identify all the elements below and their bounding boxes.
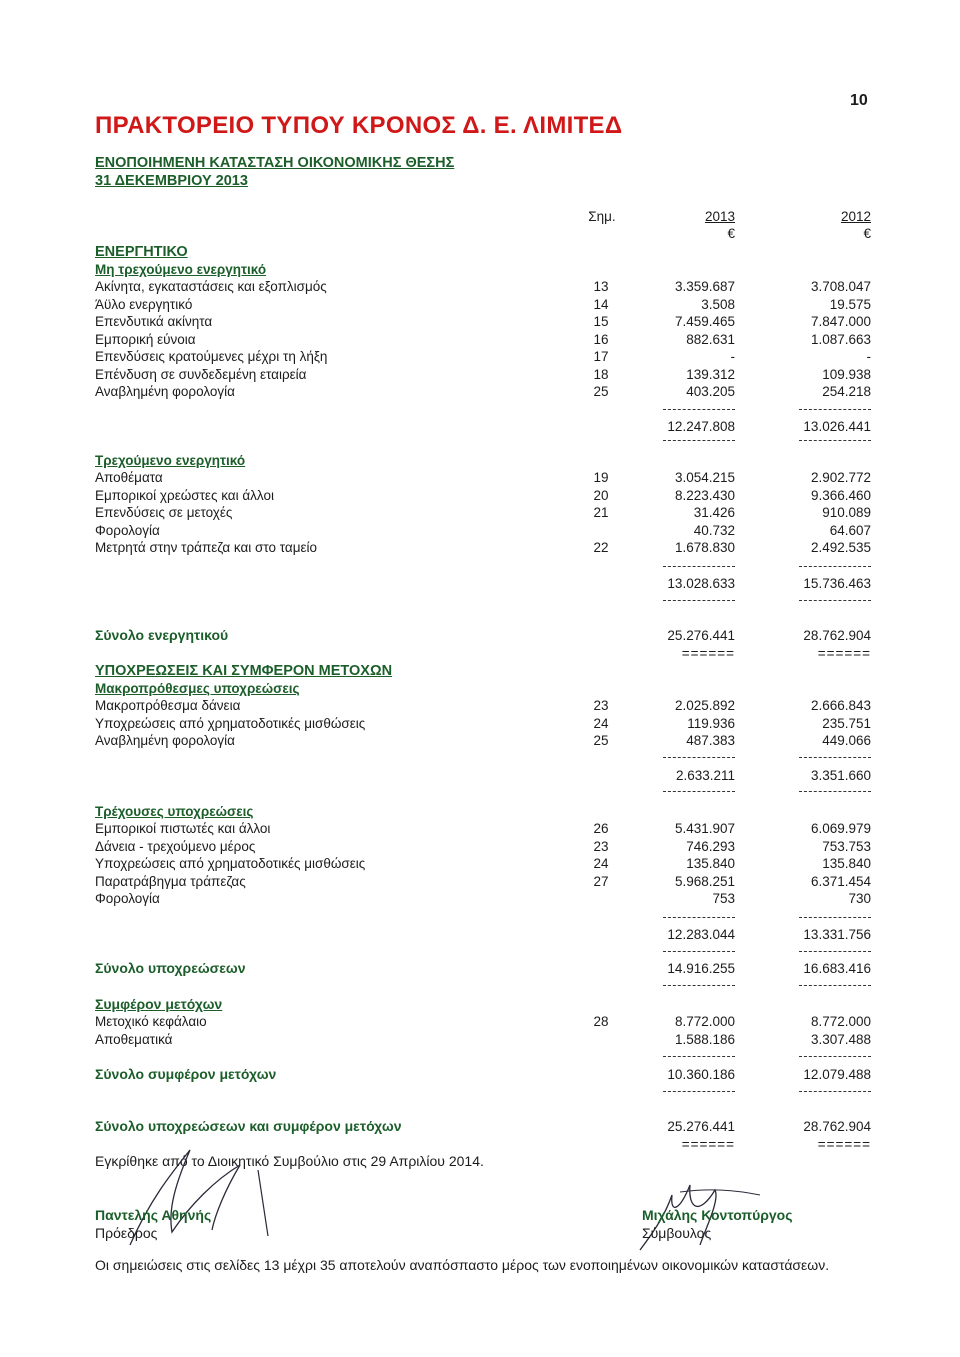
subtotal-rule: [663, 951, 735, 952]
current-assets-total-row: [0, 575, 960, 592]
row-label: Αποθεματικά: [95, 1031, 173, 1047]
row-note: 17: [593, 349, 609, 364]
current-liabilities-heading: Τρέχουσες υποχρεώσεις: [95, 804, 254, 819]
row-value-2013: 3.359.687: [674, 279, 735, 294]
subtotal-rule: [799, 1056, 871, 1057]
liabilities-heading: ΥΠΟΧΡΕΩΣΕΙΣ ΚΑΙ ΣΥΜΦΕΡΟΝ ΜΕΤΟΧΩΝ: [95, 663, 393, 679]
current-liabilities-total-2013: 12.283.044: [667, 927, 735, 942]
signatory-right-role: Σύμβουλος: [642, 1225, 712, 1241]
longterm-liabilities-heading: Μακροπρόθεσμες υποχρεώσεις: [95, 681, 300, 696]
row-label: Υποχρεώσεις από χρηματοδοτικές μισθώσεις: [95, 715, 366, 731]
page-number: 10: [850, 92, 868, 109]
row-value-2013: 753: [712, 891, 735, 906]
table-row: [0, 296, 960, 313]
row-note: 14: [593, 296, 609, 312]
row-value-2012: 109.938: [822, 366, 871, 382]
longterm-liabilities-total-2013: 2.633.211: [675, 768, 735, 783]
row-value-2013: 8.772.000: [674, 1014, 735, 1029]
row-note: 22: [593, 540, 609, 555]
row-value-2012: 64.607: [829, 522, 871, 538]
grand-total-row: [0, 1118, 960, 1135]
subtotal-rule: [663, 440, 735, 441]
subtotal-rule: [663, 791, 735, 792]
subtotal-rule: [799, 985, 871, 986]
row-note: 23: [593, 838, 609, 854]
row-note: 28: [593, 1014, 609, 1029]
table-row: [0, 820, 960, 837]
current-liabilities-total-2012: 13.331.756: [803, 927, 871, 942]
table-row: [0, 383, 960, 400]
signatory-left-role: Πρόεδρος: [95, 1225, 158, 1241]
row-label: Άϋλο ενεργητικό: [95, 296, 193, 312]
row-label: Μακροπρόθεσμα δάνεια: [95, 698, 241, 713]
row-label: Επενδυτικά ακίνητα: [95, 314, 213, 329]
currency-2012: €: [863, 226, 871, 241]
table-row: [0, 331, 960, 348]
row-value-2013: 3.054.215: [674, 470, 735, 485]
row-value-2013: 1.678.830: [674, 540, 735, 555]
subtotal-rule: [799, 791, 871, 792]
total-assets-2013: 25.276.441: [667, 628, 735, 643]
row-label: Εμπορικοί χρεώστες και άλλοι: [95, 487, 274, 503]
row-value-2012: 6.371.454: [810, 873, 871, 889]
grand-total-2013: 25.276.441: [667, 1119, 735, 1134]
subtotal-rule: [799, 566, 871, 567]
current-assets-heading-row: [0, 452, 960, 469]
row-value-2013: 135.840: [686, 856, 735, 871]
subtotal-rule: [799, 1091, 871, 1092]
subtotal-rule: [663, 985, 735, 986]
longterm-liabilities-total-2012: 3.351.660: [810, 768, 871, 783]
row-value-2012: 7.847.000: [810, 314, 871, 329]
total-liabilities-row: [0, 960, 960, 977]
row-value-2013: 139.312: [686, 366, 735, 382]
table-row: [0, 697, 960, 714]
row-value-2012: 753.753: [822, 838, 871, 854]
subtotal-rule: [799, 440, 871, 441]
current-liabilities-heading-row: [0, 803, 960, 820]
row-label: Φορολογία: [95, 522, 160, 538]
total-assets-2012: 28.762.904: [803, 628, 871, 643]
row-value-2013: 5.968.251: [674, 873, 735, 889]
row-value-2012: 235.751: [822, 715, 871, 731]
row-value-2012: 2.666.843: [810, 698, 871, 713]
subtotal-rule: [663, 566, 735, 567]
row-value-2013: 31.426: [693, 505, 735, 520]
total-liabilities-label: Σύνολο υποχρεώσεων: [95, 960, 246, 976]
assets-heading-row: [0, 244, 960, 261]
row-value-2013: -: [730, 349, 735, 364]
row-label: Φορολογία: [95, 891, 160, 906]
assets-heading: ΕΝΕΡΓΗΤΙΚΟ: [95, 244, 188, 260]
total-equity-2012: 12.079.488: [803, 1067, 871, 1082]
note-column-header: Σημ.: [588, 209, 616, 224]
double-rule-row: [0, 1136, 960, 1153]
liabilities-heading-row: [0, 663, 960, 680]
row-value-2012: 2.902.772: [810, 470, 871, 485]
row-note: 20: [593, 487, 609, 503]
row-label: Επενδύσεις σε μετοχές: [95, 505, 233, 520]
current-liabilities-total-row: [0, 926, 960, 943]
year-2012-header: 2012: [840, 209, 871, 224]
row-label: Επένδυση σε συνδεδεμένη εταιρεία: [95, 366, 307, 382]
double-rule-2013: ======: [681, 1137, 735, 1152]
row-value-2012: 8.772.000: [810, 1014, 871, 1029]
row-note: 26: [593, 821, 609, 836]
double-rule-2012: ======: [817, 646, 871, 661]
longterm-liabilities-heading-row: [0, 680, 960, 697]
table-row: [0, 1013, 960, 1030]
table-row: [0, 890, 960, 907]
total-assets-label: Σύνολο ενεργητικού: [95, 627, 229, 643]
row-note: 24: [593, 856, 609, 871]
row-value-2013: 8.223.430: [674, 487, 735, 503]
table-row: [0, 855, 960, 872]
noncurrent-assets-heading: Μη τρεχούμενο ενεργητικό: [95, 262, 267, 277]
row-value-2013: 2.025.892: [674, 698, 735, 713]
statement-title: ΕΝΟΠΟΙΗΜΕΝΗ ΚΑΤΑΣΤΑΣΗ ΟΙΚΟΝΟΜΙΚΗΣ ΘΕΣΗΣ: [95, 155, 455, 171]
row-note: 23: [593, 698, 609, 713]
total-equity-2013: 10.360.186: [667, 1067, 735, 1082]
row-note: 16: [593, 331, 609, 347]
table-row: [0, 504, 960, 521]
row-value-2013: 119.936: [687, 715, 735, 731]
row-value-2013: 7.459.465: [674, 314, 735, 329]
row-label: Μετοχικό κεφάλαιο: [95, 1014, 207, 1029]
row-label: Μετρητά στην τράπεζα και στο ταμείο: [95, 540, 318, 555]
table-row: [0, 313, 960, 330]
total-equity-label: Σύνολο συμφέρον μετόχων: [95, 1066, 277, 1082]
footer-note: Οι σημειώσεις στις σελίδες 13 μέχρι 35 αποτελούν αναπόσπαστο μέρος των ενοποιημένων οικονομικών καταστάσεων.: [95, 1257, 830, 1273]
grand-total-2012: 28.762.904: [803, 1119, 871, 1134]
row-label: Αναβλημένη φορολογία: [95, 733, 235, 748]
total-liabilities-2013: 14.916.255: [667, 961, 735, 976]
currency-2013: €: [727, 226, 735, 241]
current-assets-total-2012: 15.736.463: [803, 576, 871, 591]
row-value-2012: 730: [848, 891, 871, 906]
row-value-2013: 5.431.907: [674, 821, 735, 836]
row-value-2013: 1.588.186: [674, 1031, 735, 1047]
current-assets-total-2013: 13.028.633: [667, 576, 735, 591]
company-name: ΠΡΑΚΤΟΡΕΙΟ ΤΥΠΟΥ ΚΡΟΝΟΣ Δ. Ε. ΛΙΜΙΤΕΔ: [95, 112, 623, 139]
table-row: [0, 873, 960, 890]
total-liabilities-2012: 16.683.416: [803, 961, 871, 976]
noncurrent-assets-total-2012: 13.026.441: [803, 419, 871, 434]
row-value-2012: 19.575: [829, 296, 871, 312]
row-label: Εμπορικοί πιστωτές και άλλοι: [95, 821, 271, 836]
table-row: [0, 522, 960, 539]
row-note: 27: [593, 873, 609, 889]
noncurrent-assets-total-row: [0, 418, 960, 435]
signature-left-stroke: [258, 1170, 268, 1236]
row-label: Δάνεια - τρεχούμενο μέρος: [95, 838, 256, 854]
double-rule-2012: ======: [817, 1137, 871, 1152]
row-value-2012: 6.069.979: [810, 821, 871, 836]
row-value-2012: 1.087.663: [810, 331, 871, 347]
row-note: 18: [593, 366, 609, 382]
subtotal-rule: [663, 409, 735, 410]
row-label: Επενδύσεις κρατούμενες μέχρι τη λήξη: [95, 349, 328, 364]
row-note: 25: [593, 384, 609, 399]
current-assets-heading: Τρεχούμενο ενεργητικό: [95, 453, 246, 468]
row-value-2012: 910.089: [822, 505, 871, 520]
noncurrent-assets-total-2013: 12.247.808: [667, 419, 735, 434]
subtotal-rule: [799, 409, 871, 410]
row-label: Παρατράβηγμα τράπεζας: [95, 873, 246, 889]
equity-heading: Συμφέρον μετόχων: [95, 996, 223, 1012]
row-value-2013: 403.205: [686, 384, 735, 399]
row-value-2013: 746.293: [686, 838, 735, 854]
signatory-left-name: Παντελής Αθηνής: [95, 1207, 212, 1223]
table-row: [0, 715, 960, 732]
subtotal-rule: [799, 757, 871, 758]
subtotal-rule: [663, 1091, 735, 1092]
noncurrent-assets-heading-row: [0, 261, 960, 278]
row-label: Αναβλημένη φορολογία: [95, 384, 235, 399]
row-value-2013: 882.631: [686, 331, 735, 347]
row-label: Εμπορική εύνοια: [95, 331, 196, 347]
table-row: [0, 1031, 960, 1048]
row-value-2012: 254.218: [822, 384, 871, 399]
approval-statement: Εγκρίθηκε από το Διοικητικό Συμβούλιο στις 29 Απριλίου 2014.: [95, 1153, 484, 1169]
row-label: Αποθέματα: [95, 470, 163, 485]
row-note: 15: [593, 314, 609, 329]
subtotal-rule: [663, 1056, 735, 1057]
subtotal-rule: [663, 757, 735, 758]
year-2013-header: 2013: [704, 209, 735, 224]
equity-heading-row: [0, 996, 960, 1013]
row-note: 21: [593, 505, 609, 520]
table-row: [0, 838, 960, 855]
row-value-2012: 3.708.047: [810, 279, 871, 294]
table-row: [0, 487, 960, 504]
double-rule-2013: ======: [681, 646, 735, 661]
subtotal-rule: [663, 600, 735, 601]
statement-date: 31 ΔΕΚΕΜΒΡΙΟΥ 2013: [95, 173, 248, 189]
subtotal-rule: [799, 951, 871, 952]
table-row: [0, 732, 960, 749]
total-equity-row: [0, 1066, 960, 1083]
row-value-2012: 9.366.460: [810, 487, 871, 503]
row-value-2012: 2.492.535: [810, 540, 871, 555]
row-value-2013: 3.508: [701, 296, 735, 312]
signatory-right-name: Μιχάλης Κοντοπύργος: [642, 1207, 793, 1223]
currency-row: [0, 225, 960, 242]
row-value-2012: 135.840: [822, 856, 871, 871]
row-label: Υποχρεώσεις από χρηματοδοτικές μισθώσεις: [95, 856, 366, 871]
row-value-2013: 487.383: [686, 733, 735, 748]
double-rule-row: [0, 645, 960, 662]
subtotal-rule: [799, 917, 871, 918]
row-label: Ακίνητα, εγκαταστάσεις και εξοπλισμός: [95, 279, 327, 294]
longterm-liabilities-total-row: [0, 767, 960, 784]
signature-right-stroke: [680, 1190, 760, 1195]
table-row: [0, 278, 960, 295]
row-note: 19: [593, 470, 609, 485]
row-value-2012: 3.307.488: [810, 1031, 871, 1047]
table-row: [0, 539, 960, 556]
row-note: 13: [593, 279, 609, 294]
grand-total-label: Σύνολο υποχρεώσεων και συμφέρον μετόχων: [95, 1118, 402, 1134]
column-header-row: [0, 208, 960, 225]
row-value-2013: 40.732: [693, 522, 735, 538]
total-assets-row: [0, 627, 960, 644]
table-row: [0, 348, 960, 365]
subtotal-rule: [663, 917, 735, 918]
row-note: 24: [593, 715, 609, 731]
row-value-2012: 449.066: [822, 733, 871, 748]
table-row: [0, 469, 960, 486]
row-note: 25: [593, 733, 609, 748]
table-row: [0, 366, 960, 383]
subtotal-rule: [799, 600, 871, 601]
row-value-2012: -: [866, 349, 871, 364]
